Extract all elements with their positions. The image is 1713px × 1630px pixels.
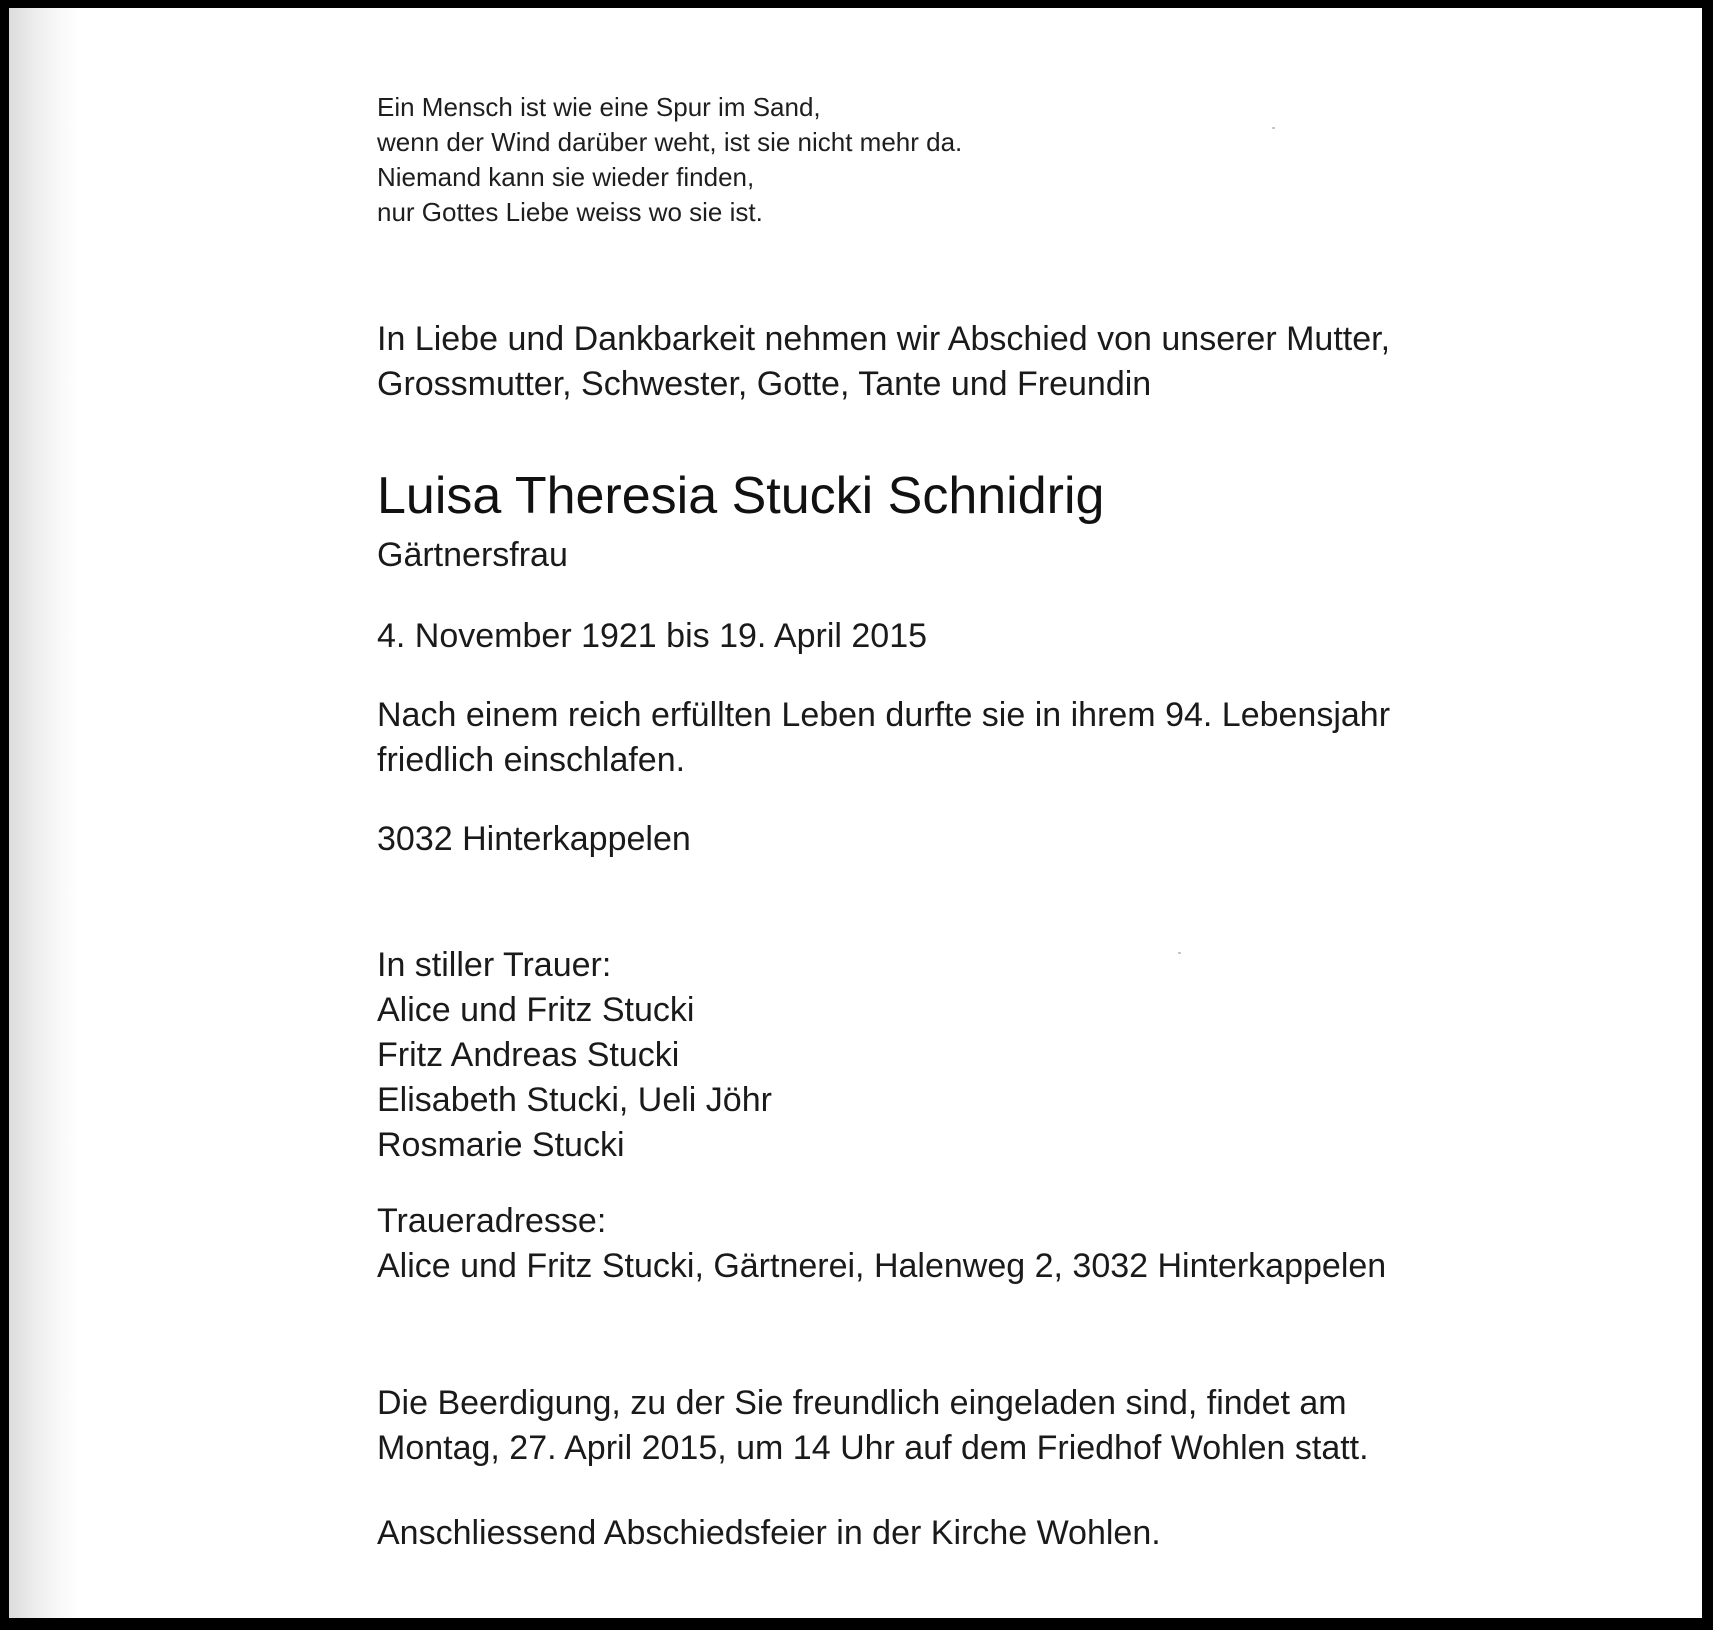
mourners-list [377,943,772,1168]
paper-speck [1272,127,1275,129]
funeral-line: Die Beerdigung, zu der Sie freundlich eingeladen sind, findet am [377,1384,1347,1422]
funeral-line: Montag, 27. April 2015, um 14 Uhr auf dem Friedhof Wohlen statt. [377,1429,1369,1467]
obituary-page [9,8,1702,1618]
address-value: Alice und Fritz Stucki, Gärtnerei, Halenweg 2, 3032 Hinterkappelen [377,1247,1387,1285]
intro-text [377,317,1390,407]
motto-line: Ein Mensch ist wie eine Spur im Sand, [377,92,821,122]
farewell-notice: Anschliessend Abschiedsfeier in der Kirche Wohlen. [377,1514,1161,1552]
paper-speck [1178,952,1181,954]
motto-verse [377,90,962,230]
life-line: Nach einem reich erfüllten Leben durfte sie in ihrem 94. Lebensjahr [377,696,1391,734]
funeral-notice [377,1381,1369,1471]
mourner-name: Elisabeth Stucki, Ueli Jöhr [377,1081,772,1119]
residence-place: 3032 Hinterkappelen [377,820,691,858]
mourner-name: Fritz Andreas Stucki [377,1036,680,1074]
mourners-heading: In stiller Trauer: [377,946,612,984]
address-heading: Traueradresse: [377,1202,607,1240]
deceased-name: Luisa Theresia Stucki Schnidrig [377,467,1105,525]
deceased-profession: Gärtnersfrau [377,536,568,574]
intro-line: Grossmutter, Schwester, Gotte, Tante und Freundin [377,365,1152,403]
life-line: friedlich einschlafen. [377,741,686,779]
life-dates: 4. November 1921 bis 19. April 2015 [377,617,928,655]
intro-line: In Liebe und Dankbarkeit nehmen wir Abschied von unserer Mutter, [377,320,1391,358]
mourner-name: Alice und Fritz Stucki [377,991,695,1029]
motto-line: nur Gottes Liebe weiss wo sie ist. [377,197,763,227]
motto-line: Niemand kann sie wieder finden, [377,162,755,192]
motto-line: wenn der Wind darüber weht, ist sie nicht mehr da. [377,127,963,157]
page-edge-shadow [9,8,79,1618]
life-summary [377,693,1390,783]
mourning-address [377,1199,1386,1289]
mourner-name: Rosmarie Stucki [377,1126,625,1164]
